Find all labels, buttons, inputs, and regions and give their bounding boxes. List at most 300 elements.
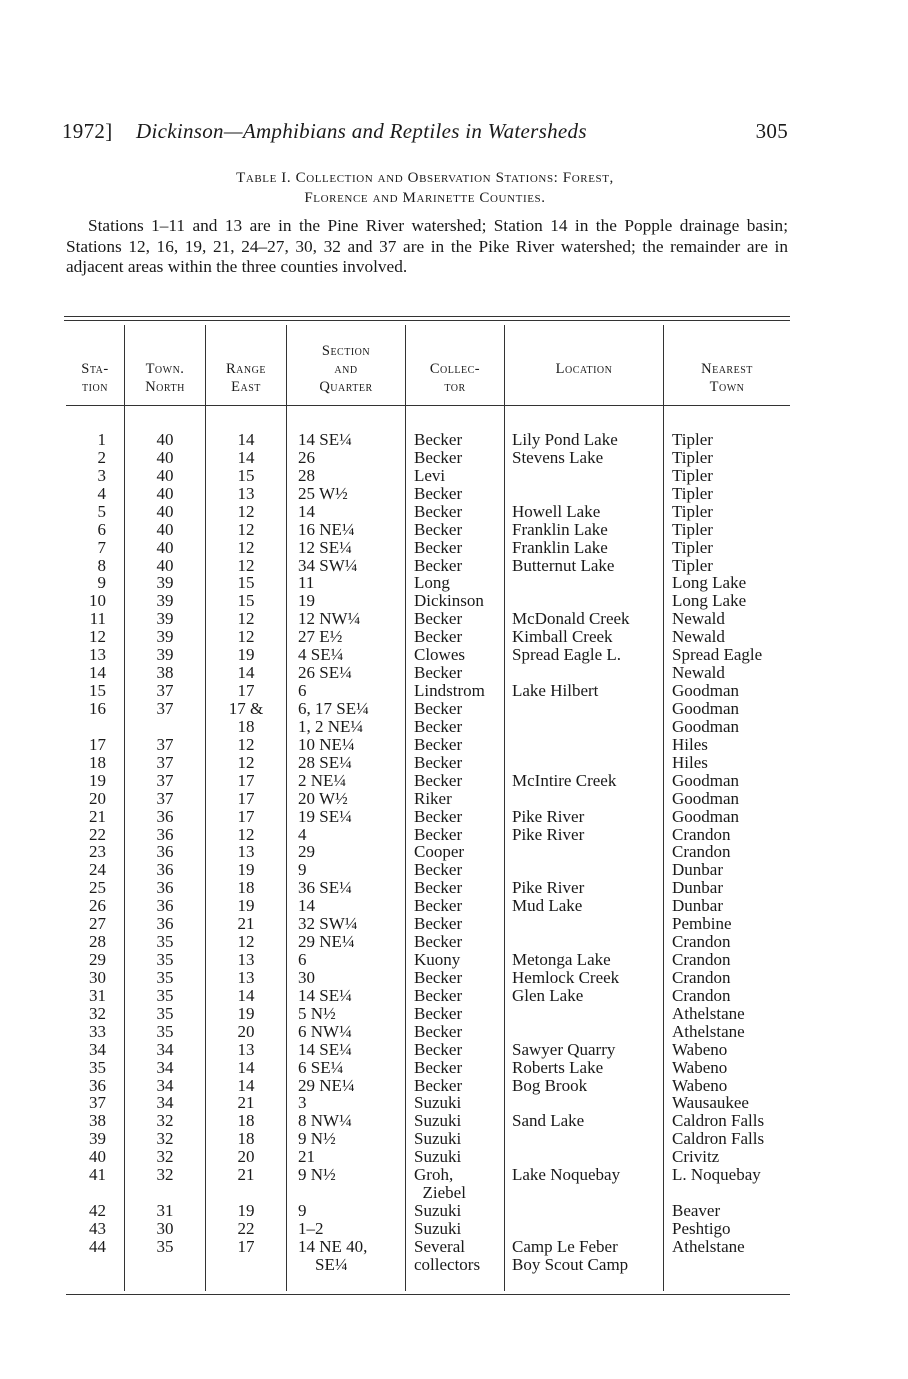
cell-location: McIntire Creek <box>512 770 617 790</box>
cell-nearest: Goodman <box>672 806 740 826</box>
cell-collector: Becker <box>414 967 463 987</box>
running-head-year: 1972] <box>62 119 113 143</box>
cell-town: 34 <box>156 1057 174 1077</box>
cell-collector: Becker <box>414 537 463 557</box>
cell-station: 29 <box>89 950 106 969</box>
cell-range: 15 <box>237 573 255 593</box>
header-collector: Collec- tor <box>429 361 481 395</box>
cell-station: 24 <box>89 860 106 880</box>
cell-town: 37 <box>156 770 174 790</box>
cell-range: 12 <box>237 609 255 629</box>
cell-section: 28 <box>298 465 315 485</box>
cell-nearest: Wabeno <box>672 1039 728 1059</box>
cell-town: 37 <box>156 788 174 808</box>
cell-nearest: Spread Eagle <box>672 645 763 665</box>
cell-station: 9 <box>97 573 106 593</box>
cell-location: Bog Brook <box>512 1075 588 1095</box>
cell-town: 37 <box>156 734 174 754</box>
cell-station: 35 <box>89 1057 106 1077</box>
cell-section: 3 <box>298 1093 307 1113</box>
cell-town: 32 <box>156 1147 174 1167</box>
header-section-quarter: Section and Quarter <box>319 343 373 395</box>
cell-nearest: Crandon <box>672 985 731 1005</box>
cell-collector: Becker <box>414 519 463 539</box>
cell-station: 4 <box>97 483 106 503</box>
cell-collector: Suzuki <box>414 1147 462 1167</box>
cell-town: 40 <box>156 555 174 575</box>
cell-nearest: Newald <box>672 627 725 647</box>
cell-town: 39 <box>156 645 174 665</box>
cell-nearest: Hiles <box>672 752 708 772</box>
cell-nearest: Wabeno <box>672 1075 728 1095</box>
cell-section: 4 SE¼ <box>298 645 344 665</box>
cell-collector: Dickinson <box>414 591 484 611</box>
cell-collector: Becker <box>414 1039 463 1059</box>
cell-location: Franklin Lake <box>512 519 608 539</box>
cell-range: 12 <box>237 752 255 772</box>
cell-collector: Suzuki <box>414 1111 462 1131</box>
cell-section: 19 <box>298 591 315 611</box>
cell-town: 40 <box>156 447 174 467</box>
cell-town: 39 <box>156 573 174 593</box>
cell-collector: Becker <box>414 1075 463 1095</box>
cell-section: 14 SE¼ <box>298 1039 352 1059</box>
cell-station: 11 <box>89 609 106 629</box>
cell-section: 8 NW¼ <box>298 1111 352 1131</box>
cell-section: 9 N½ <box>298 1165 336 1185</box>
cell-town: 35 <box>156 950 174 969</box>
cell-section: 26 <box>298 447 315 467</box>
cell-range: 13 <box>237 842 255 862</box>
cell-collector: Becker <box>414 447 463 467</box>
cell-collector: Becker <box>414 1057 463 1077</box>
cell-station: 25 <box>89 878 106 898</box>
cell-town: 35 <box>156 985 174 1005</box>
cell-town: 36 <box>156 878 174 898</box>
cell-range: 15 <box>237 465 255 485</box>
cell-location: Lake Noquebay <box>512 1165 621 1185</box>
cell-section: 16 NE¼ <box>298 519 355 539</box>
header-station: Sta- tion <box>81 361 109 395</box>
cell-range: 21 <box>237 1165 255 1185</box>
cell-collector: Cooper <box>414 842 465 862</box>
cell-station: 5 <box>97 501 106 521</box>
cell-collector: Becker <box>414 627 463 647</box>
cell-town: 32 <box>156 1129 174 1149</box>
cell-nearest: Dunbar <box>672 860 723 880</box>
cell-nearest: Athelstane <box>672 1236 745 1256</box>
cell-collector: Becker <box>414 716 463 736</box>
cell-station: 32 <box>89 1003 106 1023</box>
cell-range: 20 <box>237 1147 255 1167</box>
cell-range: 15 <box>237 591 255 611</box>
cell-town: 32 <box>156 1165 174 1185</box>
cell-collector: Ziebel <box>414 1183 466 1203</box>
cell-section: 21 <box>298 1147 315 1167</box>
cell-section: 29 NE¼ <box>298 1075 355 1095</box>
cell-range: 17 <box>237 1236 255 1256</box>
cell-section: 28 SE¼ <box>298 752 352 772</box>
cell-station: 3 <box>97 465 106 485</box>
cell-range: 13 <box>237 1039 255 1059</box>
cell-range: 17 <box>237 770 255 790</box>
cell-location: Lake Hilbert <box>512 681 599 700</box>
cell-station: 8 <box>97 555 106 575</box>
cell-station: 14 <box>89 663 106 683</box>
cell-nearest: Caldron Falls <box>672 1111 765 1131</box>
cell-collector: Becker <box>414 770 463 790</box>
cell-range: 19 <box>237 896 255 916</box>
cell-range: 14 <box>237 985 255 1005</box>
cell-collector: Becker <box>414 663 463 683</box>
cell-section: 29 <box>298 842 315 862</box>
cell-collector: Lindstrom <box>414 681 485 700</box>
table-top-rule-1 <box>64 316 790 317</box>
cell-town: 35 <box>156 1003 174 1023</box>
cell-nearest: Crandon <box>672 824 731 844</box>
cell-nearest: Newald <box>672 663 725 683</box>
cell-town: 35 <box>156 1021 174 1041</box>
cell-range: 18 <box>237 716 255 736</box>
cell-range: 14 <box>237 1075 255 1095</box>
header-town-north: Town. North <box>145 361 185 395</box>
cell-station: 43 <box>89 1218 106 1238</box>
cell-collector: Becker <box>414 932 463 951</box>
cell-nearest: Tipler <box>672 537 713 557</box>
cell-station: 12 <box>89 627 106 647</box>
cell-collector: Becker <box>414 609 463 629</box>
cell-town: 37 <box>156 752 174 772</box>
cell-location: Camp Le Feber <box>512 1236 618 1256</box>
cell-town: 40 <box>156 483 174 503</box>
cell-section: 6, 17 SE¼ <box>298 699 369 718</box>
cell-collector: Becker <box>414 878 463 898</box>
page-number: 305 <box>755 119 788 143</box>
cell-nearest: L. Noquebay <box>672 1165 761 1185</box>
cell-section: 9 N½ <box>298 1129 336 1149</box>
cell-section: 5 N½ <box>298 1003 336 1023</box>
cell-range: 19 <box>237 860 255 880</box>
table-bottom-rule <box>66 1294 790 1295</box>
cell-town: 35 <box>156 932 174 951</box>
cell-range: 14 <box>237 430 255 449</box>
cell-section: SE¼ <box>298 1254 348 1274</box>
cell-nearest: Dunbar <box>672 878 723 898</box>
cell-station: 6 <box>97 519 106 539</box>
cell-station: 44 <box>89 1236 106 1256</box>
cell-section: 34 SW¼ <box>298 555 358 575</box>
cell-range: 13 <box>237 950 255 969</box>
cell-section: 9 <box>298 860 307 880</box>
cell-location: Lily Pond Lake <box>512 430 618 449</box>
cell-section: 14 <box>298 896 315 916</box>
cell-station: 23 <box>89 842 106 862</box>
cell-location: Howell Lake <box>512 501 601 521</box>
cell-range: 12 <box>237 555 255 575</box>
cell-nearest: Crandon <box>672 842 731 862</box>
cell-range: 12 <box>237 519 255 539</box>
table-top-rule-2 <box>64 320 790 321</box>
cell-nearest: Tipler <box>672 483 713 503</box>
cell-collector: Becker <box>414 734 463 754</box>
cell-section: 6 NW¼ <box>298 1021 352 1041</box>
cell-collector: collectors <box>414 1254 481 1274</box>
cell-nearest: Caldron Falls <box>672 1129 765 1149</box>
cell-section: 25 W½ <box>298 483 348 503</box>
cell-nearest: Goodman <box>672 681 740 700</box>
cell-nearest: Beaver <box>672 1201 721 1220</box>
cell-station: 20 <box>89 788 106 808</box>
cell-section: 2 NE¼ <box>298 770 347 790</box>
cell-nearest: Dunbar <box>672 896 723 916</box>
cell-section: 1, 2 NE¼ <box>298 716 364 736</box>
cell-nearest: Tipler <box>672 519 713 539</box>
cell-collector: Becker <box>414 501 463 521</box>
cell-location: Stevens Lake <box>512 447 604 467</box>
cell-section: 12 NW¼ <box>298 609 361 629</box>
cell-collector: Becker <box>414 430 463 449</box>
cell-location: Pike River <box>512 824 585 844</box>
cell-town: 39 <box>156 609 174 629</box>
cell-collector: Becker <box>414 896 463 916</box>
cell-station: 31 <box>89 985 106 1005</box>
cell-station: 16 <box>89 699 106 718</box>
cell-town: 36 <box>156 860 174 880</box>
cell-location: Sawyer Quarry <box>512 1039 616 1059</box>
cell-station: 19 <box>89 770 106 790</box>
cell-nearest: Long Lake <box>672 573 747 593</box>
cell-range: 19 <box>237 645 255 665</box>
cell-range: 13 <box>237 967 255 987</box>
cell-nearest: Crandon <box>672 950 731 969</box>
cell-section: 19 SE¼ <box>298 806 352 826</box>
cell-section: 20 W½ <box>298 788 348 808</box>
cell-collector: Becker <box>414 1003 463 1023</box>
column-divider <box>286 325 287 1291</box>
cell-town: 35 <box>156 1236 174 1256</box>
cell-range: 14 <box>237 1057 255 1077</box>
cell-collector: Becker <box>414 483 463 503</box>
cell-collector: Becker <box>414 985 463 1005</box>
cell-nearest: Goodman <box>672 788 740 808</box>
cell-location: Pike River <box>512 878 585 898</box>
cell-section: 12 SE¼ <box>298 537 352 557</box>
cell-range: 19 <box>237 1201 255 1220</box>
cell-location: Hemlock Creek <box>512 967 620 987</box>
cell-station: 38 <box>89 1111 106 1131</box>
cell-collector: Becker <box>414 914 463 934</box>
cell-section: 10 NE¼ <box>298 734 355 754</box>
cell-town: 34 <box>156 1075 174 1095</box>
cell-range: 20 <box>237 1021 255 1041</box>
cell-collector: Suzuki <box>414 1129 462 1149</box>
cell-section: 30 <box>298 967 315 987</box>
cell-nearest: Tipler <box>672 501 713 521</box>
cell-town: 30 <box>156 1218 174 1238</box>
cell-collector: Becker <box>414 860 463 880</box>
cell-town: 40 <box>156 430 174 449</box>
cell-section: 9 <box>298 1201 307 1220</box>
cell-town: 34 <box>156 1093 174 1113</box>
cell-station: 33 <box>89 1021 106 1041</box>
intro-text: Stations 1–11 and 13 are in the Pine River watershed; Station 14 in the Popple drainage basin; Stations 12, 16, 19, 21, 24–27, 30, 32 and 37 are in the Pike River watershed; the remainder are in adjacent areas within the three counties involved. <box>66 216 788 276</box>
cell-section: 6 <box>298 681 307 700</box>
cell-nearest: Tipler <box>672 465 713 485</box>
cell-range: 12 <box>237 627 255 647</box>
cell-station: 42 <box>89 1201 106 1220</box>
cell-nearest: Goodman <box>672 770 740 790</box>
intro-paragraph <box>66 216 788 278</box>
cell-section: 26 SE¼ <box>298 663 352 683</box>
cell-location: McDonald Creek <box>512 609 630 629</box>
cell-town: 36 <box>156 824 174 844</box>
cell-collector: Groh, <box>414 1165 454 1185</box>
cell-collector: Suzuki <box>414 1201 462 1220</box>
cell-section: 14 NE 40, <box>298 1236 368 1256</box>
cell-town: 36 <box>156 896 174 916</box>
cell-nearest: Newald <box>672 609 725 629</box>
cell-nearest: Tipler <box>672 447 713 467</box>
running-head-title: Dickinson—Amphibians and Reptiles in Watersheds <box>136 119 587 143</box>
cell-nearest: Tipler <box>672 430 713 449</box>
cell-town: 40 <box>156 501 174 521</box>
cell-collector: Becker <box>414 752 463 772</box>
cell-collector: Becker <box>414 699 463 718</box>
cell-location: Butternut Lake <box>512 555 615 575</box>
cell-town: 40 <box>156 465 174 485</box>
cell-section: 29 NE¼ <box>298 932 355 951</box>
cell-section: 4 <box>298 824 307 844</box>
cell-town: 31 <box>156 1201 174 1220</box>
cell-range: 12 <box>237 932 255 951</box>
cell-nearest: Goodman <box>672 716 740 736</box>
cell-station: 21 <box>89 806 106 826</box>
cell-station: 1 <box>97 430 106 449</box>
cell-location: Boy Scout Camp <box>512 1254 629 1274</box>
table-caption <box>62 168 788 208</box>
cell-collector: Clowes <box>414 645 465 665</box>
cell-section: 32 SW¼ <box>298 914 358 934</box>
cell-range: 21 <box>237 914 255 934</box>
cell-location: Mud Lake <box>512 896 583 916</box>
header-nearest-town: Nearest Town <box>701 361 753 395</box>
cell-station: 7 <box>97 537 106 557</box>
cell-range: 12 <box>237 501 255 521</box>
table-caption-line-2: Florence and Marinette Counties. <box>304 190 546 206</box>
cell-nearest: Goodman <box>672 699 740 718</box>
cell-collector: Suzuki <box>414 1093 462 1113</box>
cell-section: 27 E½ <box>298 627 343 647</box>
cell-nearest: Tipler <box>672 555 713 575</box>
cell-nearest: Crandon <box>672 967 731 987</box>
cell-range: 14 <box>237 447 255 467</box>
cell-town: 40 <box>156 537 174 557</box>
cell-collector: Several <box>414 1236 465 1256</box>
header-range-east: Range East <box>226 361 266 395</box>
cell-section: 14 SE¼ <box>298 985 352 1005</box>
cell-range: 12 <box>237 537 255 557</box>
cell-range: 18 <box>237 1129 255 1149</box>
cell-station: 26 <box>89 896 106 916</box>
cell-range: 12 <box>237 824 255 844</box>
cell-town: 37 <box>156 699 174 718</box>
cell-section: 14 <box>298 501 315 521</box>
cell-station: 40 <box>89 1147 106 1167</box>
cell-station: 10 <box>89 591 106 611</box>
cell-town: 36 <box>156 842 174 862</box>
cell-collector: Long <box>414 573 450 593</box>
cell-station: 37 <box>89 1093 106 1113</box>
cell-town: 35 <box>156 967 174 987</box>
column-divider <box>405 325 406 1291</box>
cell-station: 39 <box>89 1129 106 1149</box>
cell-station: 15 <box>89 681 106 700</box>
cell-nearest: Crandon <box>672 932 731 951</box>
cell-station: 41 <box>89 1165 106 1185</box>
cell-station: 13 <box>89 645 106 665</box>
cell-station: 22 <box>89 824 106 844</box>
cell-range: 18 <box>237 878 255 898</box>
cell-collector: Suzuki <box>414 1218 462 1238</box>
cell-station: 28 <box>89 932 106 951</box>
header-bottom-rule <box>66 405 790 406</box>
cell-town: 32 <box>156 1111 174 1131</box>
cell-station: 30 <box>89 967 106 987</box>
table-caption-line-1: Table I. Collection and Observation Stations: Forest, <box>236 170 614 186</box>
cell-collector: Becker <box>414 806 463 826</box>
cell-station: 2 <box>97 447 106 467</box>
cell-location: Pike River <box>512 806 585 826</box>
cell-range: 17 <box>237 681 255 700</box>
cell-station: 18 <box>89 752 106 772</box>
cell-nearest: Pembine <box>672 914 732 934</box>
cell-section: 6 <box>298 950 307 969</box>
cell-station: 27 <box>89 914 106 934</box>
column-divider <box>205 325 206 1291</box>
cell-station: 36 <box>89 1075 106 1095</box>
cell-range: 18 <box>237 1111 255 1131</box>
cell-location: Sand Lake <box>512 1111 585 1131</box>
cell-section: 6 SE¼ <box>298 1057 344 1077</box>
cell-range: 17 & <box>228 699 264 718</box>
cell-nearest: Long Lake <box>672 591 747 611</box>
cell-nearest: Wausaukee <box>672 1093 749 1113</box>
cell-section: 36 SE¼ <box>298 878 352 898</box>
cell-town: 39 <box>156 591 174 611</box>
cell-nearest: Hiles <box>672 734 708 754</box>
cell-nearest: Athelstane <box>672 1021 745 1041</box>
cell-town: 34 <box>156 1039 174 1059</box>
cell-location: Kimball Creek <box>512 627 613 647</box>
cell-town: 40 <box>156 519 174 539</box>
cell-town: 38 <box>156 663 174 683</box>
cell-collector: Becker <box>414 824 463 844</box>
cell-section: 11 <box>298 573 315 593</box>
cell-nearest: Athelstane <box>672 1003 745 1023</box>
cell-location: Metonga Lake <box>512 950 611 969</box>
cell-location: Roberts Lake <box>512 1057 604 1077</box>
header-location: Location <box>555 361 613 377</box>
cell-collector: Kuony <box>414 950 461 969</box>
cell-collector: Becker <box>414 1021 463 1041</box>
cell-range: 13 <box>237 483 255 503</box>
column-divider <box>124 325 125 1291</box>
cell-section: 14 SE¼ <box>298 430 352 449</box>
cell-town: 36 <box>156 806 174 826</box>
cell-station: 34 <box>89 1039 106 1059</box>
column-divider <box>504 325 505 1291</box>
cell-nearest: Wabeno <box>672 1057 728 1077</box>
